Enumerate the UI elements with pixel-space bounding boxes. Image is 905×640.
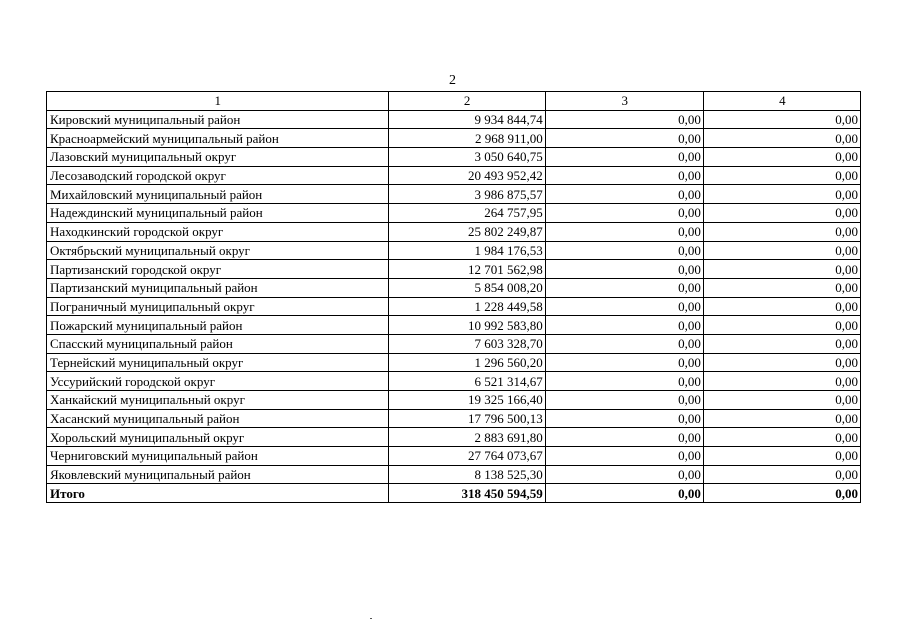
- row-col4-cell: 0,00: [703, 166, 860, 185]
- row-col3-cell: 0,00: [545, 353, 703, 372]
- row-col3-cell: 0,00: [545, 110, 703, 129]
- row-name-cell: Надеждинский муниципальный район: [47, 204, 389, 223]
- row-col4-cell: 0,00: [703, 353, 860, 372]
- row-name-cell: Кировский муниципальный район: [47, 110, 389, 129]
- column-header-1: 1: [47, 92, 389, 111]
- row-name-cell: Октябрьский муниципальный округ: [47, 241, 389, 260]
- row-col4-cell: 0,00: [703, 278, 860, 297]
- table-row: [47, 428, 861, 447]
- row-name-cell: Партизанский городской округ: [47, 260, 389, 279]
- row-col3-cell: 0,00: [545, 465, 703, 484]
- table-row: [47, 316, 861, 335]
- row-col2-cell: 2 968 911,00: [388, 129, 545, 148]
- row-col2-cell: 1 228 449,58: [388, 297, 545, 316]
- row-col4-cell: 0,00: [703, 148, 860, 167]
- column-header-2: 2: [388, 92, 545, 111]
- total-row: [47, 484, 861, 503]
- table-header-row: [47, 92, 861, 111]
- row-name-cell: Спасский муниципальный район: [47, 334, 389, 353]
- row-col2-cell: 3 050 640,75: [388, 148, 545, 167]
- row-col3-cell: 0,00: [545, 316, 703, 335]
- row-name-cell: Партизанский муниципальный район: [47, 278, 389, 297]
- table-row: [47, 241, 861, 260]
- row-col3-cell: 0,00: [545, 334, 703, 353]
- table-row: [47, 148, 861, 167]
- row-name-cell: Красноармейский муниципальный район: [47, 129, 389, 148]
- page-number: 2: [449, 73, 456, 88]
- row-name-cell: Хорольский муниципальный округ: [47, 428, 389, 447]
- row-col4-cell: 0,00: [703, 465, 860, 484]
- row-col2-cell: 7 603 328,70: [388, 334, 545, 353]
- row-name-cell: Ханкайский муниципальный округ: [47, 391, 389, 410]
- row-col3-cell: 0,00: [545, 185, 703, 204]
- row-name-cell: Черниговский муниципальный район: [47, 447, 389, 466]
- row-col4-cell: 0,00: [703, 241, 860, 260]
- table-row: [47, 353, 861, 372]
- row-col3-cell: 0,00: [545, 372, 703, 391]
- row-col4-cell: 0,00: [703, 447, 860, 466]
- data-table: [46, 91, 861, 503]
- column-header-4: 4: [703, 92, 860, 111]
- row-col4-cell: 0,00: [703, 409, 860, 428]
- row-col2-cell: 27 764 073,67: [388, 447, 545, 466]
- row-col4-cell: 0,00: [703, 372, 860, 391]
- row-name-cell: Тернейский муниципальный округ: [47, 353, 389, 372]
- row-col4-cell: 0,00: [703, 334, 860, 353]
- table-row: [47, 278, 861, 297]
- row-col2-cell: 9 934 844,74: [388, 110, 545, 129]
- row-col4-cell: 0,00: [703, 260, 860, 279]
- table-body: [47, 110, 861, 484]
- row-col2-cell: 25 802 249,87: [388, 222, 545, 241]
- row-col2-cell: 5 854 008,20: [388, 278, 545, 297]
- row-col2-cell: 8 138 525,30: [388, 465, 545, 484]
- row-name-cell: Пограничный муниципальный округ: [47, 297, 389, 316]
- row-col3-cell: 0,00: [545, 428, 703, 447]
- row-col3-cell: 0,00: [545, 166, 703, 185]
- table-row: [47, 166, 861, 185]
- row-col3-cell: 0,00: [545, 391, 703, 410]
- table-row: [47, 129, 861, 148]
- total-col2: 318 450 594,59: [388, 484, 545, 503]
- row-col4-cell: 0,00: [703, 204, 860, 223]
- row-name-cell: Михайловский муниципальный район: [47, 185, 389, 204]
- table-row: [47, 409, 861, 428]
- table-row: [47, 185, 861, 204]
- table-row: [47, 222, 861, 241]
- table-row: [47, 447, 861, 466]
- table-row: [47, 334, 861, 353]
- row-col3-cell: 0,00: [545, 260, 703, 279]
- row-col2-cell: 6 521 314,67: [388, 372, 545, 391]
- row-col3-cell: 0,00: [545, 297, 703, 316]
- row-col3-cell: 0,00: [545, 204, 703, 223]
- row-col3-cell: 0,00: [545, 148, 703, 167]
- row-name-cell: Лесозаводский городской округ: [47, 166, 389, 185]
- table-row: [47, 204, 861, 223]
- scan-mark: [370, 618, 372, 619]
- table-row: [47, 110, 861, 129]
- row-col4-cell: 0,00: [703, 185, 860, 204]
- row-name-cell: Лазовский муниципальный округ: [47, 148, 389, 167]
- column-header-3: 3: [545, 92, 703, 111]
- row-name-cell: Яковлевский муниципальный район: [47, 465, 389, 484]
- table-row: [47, 260, 861, 279]
- row-col2-cell: 1 984 176,53: [388, 241, 545, 260]
- row-col3-cell: 0,00: [545, 447, 703, 466]
- row-col3-cell: 0,00: [545, 409, 703, 428]
- row-col2-cell: 1 296 560,20: [388, 353, 545, 372]
- row-col4-cell: 0,00: [703, 391, 860, 410]
- row-name-cell: Находкинский городской округ: [47, 222, 389, 241]
- row-col2-cell: 17 796 500,13: [388, 409, 545, 428]
- table-row: [47, 372, 861, 391]
- total-col4: 0,00: [703, 484, 860, 503]
- row-col4-cell: 0,00: [703, 428, 860, 447]
- row-col2-cell: 3 986 875,57: [388, 185, 545, 204]
- row-col3-cell: 0,00: [545, 278, 703, 297]
- row-col4-cell: 0,00: [703, 297, 860, 316]
- row-col3-cell: 0,00: [545, 241, 703, 260]
- total-col3: 0,00: [545, 484, 703, 503]
- row-name-cell: Хасанский муниципальный район: [47, 409, 389, 428]
- row-col4-cell: 0,00: [703, 110, 860, 129]
- table-row: [47, 465, 861, 484]
- row-col4-cell: 0,00: [703, 222, 860, 241]
- total-label: Итого: [47, 484, 389, 503]
- row-col4-cell: 0,00: [703, 129, 860, 148]
- row-col3-cell: 0,00: [545, 129, 703, 148]
- row-col2-cell: 10 992 583,80: [388, 316, 545, 335]
- row-col2-cell: 20 493 952,42: [388, 166, 545, 185]
- row-col2-cell: 2 883 691,80: [388, 428, 545, 447]
- row-name-cell: Пожарский муниципальный район: [47, 316, 389, 335]
- row-col2-cell: 264 757,95: [388, 204, 545, 223]
- row-col3-cell: 0,00: [545, 222, 703, 241]
- row-name-cell: Уссурийский городской округ: [47, 372, 389, 391]
- row-col2-cell: 12 701 562,98: [388, 260, 545, 279]
- table-row: [47, 391, 861, 410]
- table-row: [47, 297, 861, 316]
- row-col4-cell: 0,00: [703, 316, 860, 335]
- row-col2-cell: 19 325 166,40: [388, 391, 545, 410]
